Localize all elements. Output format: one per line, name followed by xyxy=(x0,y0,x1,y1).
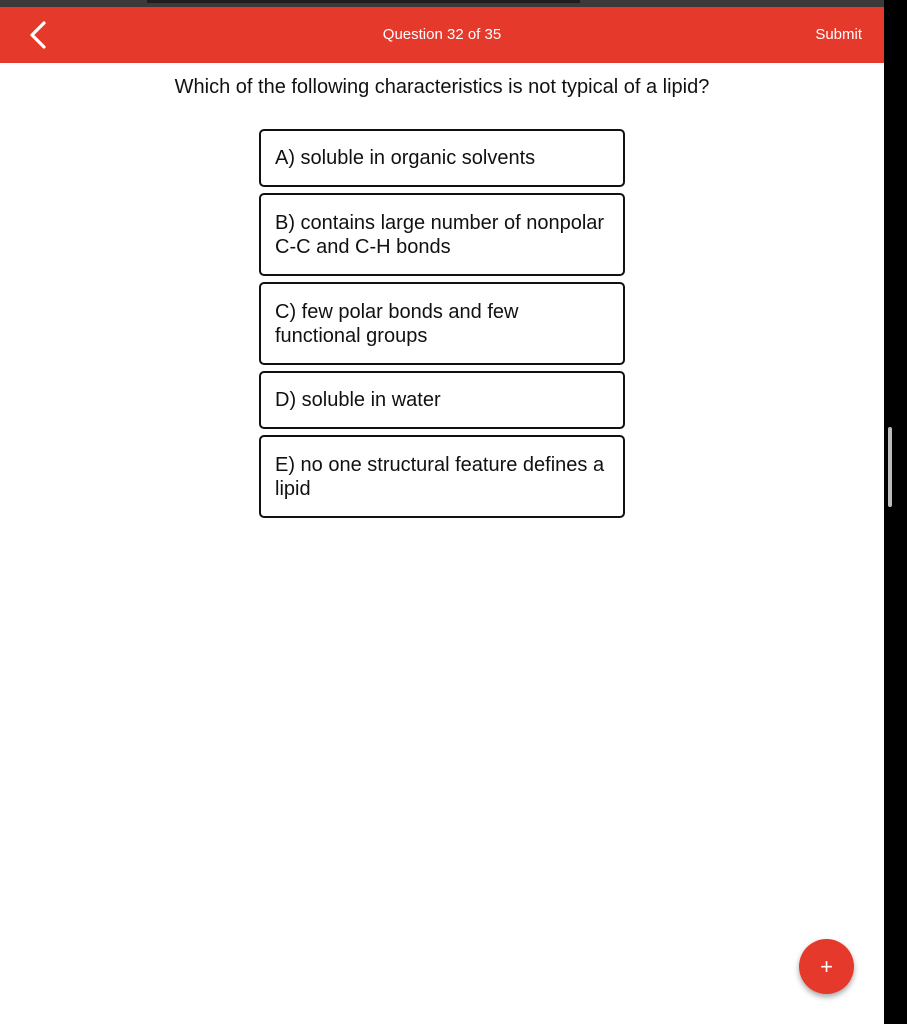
option-a[interactable]: A) soluble in organic solvents xyxy=(259,129,625,187)
answer-options xyxy=(259,129,625,524)
submit-button[interactable]: Submit xyxy=(815,26,862,43)
plus-icon: + xyxy=(820,953,833,979)
option-d[interactable]: D) soluble in water xyxy=(259,371,625,429)
scrollbar-track xyxy=(884,0,907,1024)
add-button[interactable] xyxy=(799,939,854,994)
option-b[interactable]: B) contains large number of nonpolar C-C and C-H bonds xyxy=(259,193,625,276)
question-text: Which of the following characteristics is not typical of a lipid? xyxy=(174,76,710,98)
header-bar xyxy=(0,7,884,63)
top-strip xyxy=(0,0,884,7)
question-counter: Question 32 of 35 xyxy=(382,26,502,43)
scrollbar-thumb[interactable] xyxy=(888,427,892,507)
top-strip-highlight xyxy=(147,0,580,3)
option-c[interactable]: C) few polar bonds and few functional groups xyxy=(259,282,625,365)
option-e[interactable]: E) no one structural feature defines a lipid xyxy=(259,435,625,518)
